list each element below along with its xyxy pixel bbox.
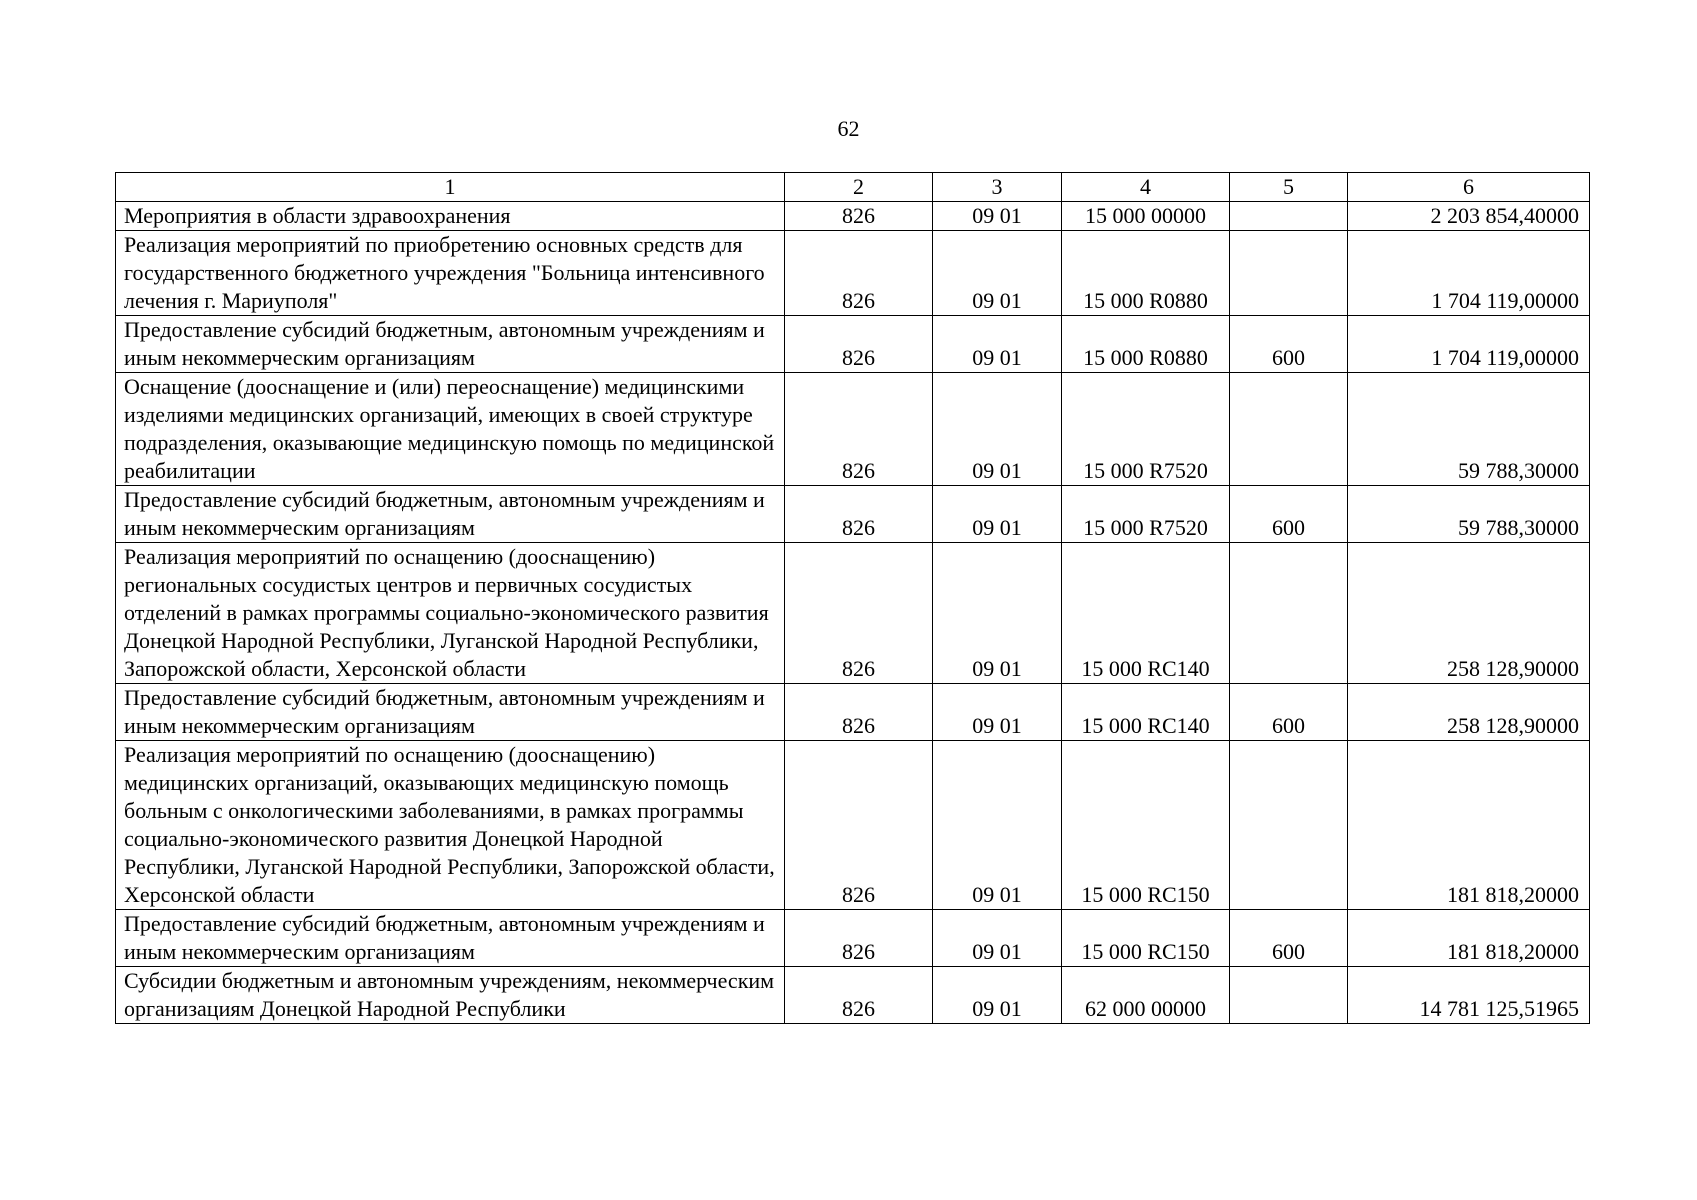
row-col3: 09 01 bbox=[933, 486, 1062, 543]
row-col4: 15 000 R0880 bbox=[1062, 316, 1230, 373]
row-amount: 258 128,90000 bbox=[1348, 684, 1590, 741]
row-amount: 59 788,30000 bbox=[1348, 486, 1590, 543]
row-col5 bbox=[1230, 202, 1348, 231]
row-col2: 826 bbox=[785, 684, 933, 741]
row-col3: 09 01 bbox=[933, 543, 1062, 684]
row-col4: 15 000 00000 bbox=[1062, 202, 1230, 231]
row-amount: 14 781 125,51965 bbox=[1348, 967, 1590, 1024]
budget-table bbox=[115, 172, 1590, 1024]
column-header: 2 bbox=[785, 173, 933, 202]
row-col2: 826 bbox=[785, 202, 933, 231]
row-col5 bbox=[1230, 967, 1348, 1024]
row-amount: 181 818,20000 bbox=[1348, 741, 1590, 910]
row-name: Мероприятия в области здравоохранения bbox=[116, 202, 785, 231]
row-name: Реализация мероприятий по оснащению (дооснащению) региональных сосудистых центров и первичных сосудистых отделений в рамках программы социально-экономического развития Донецкой Народной Республики, Луганской Народной Республики, Запорожской области, Херсонской области bbox=[116, 543, 785, 684]
row-name: Субсидии бюджетным и автономным учреждениям, некоммерческим организациям Донецкой Народной Республики bbox=[116, 967, 785, 1024]
row-name: Оснащение (дооснащение и (или) переоснащение) медицинскими изделиями медицинских организаций, имеющих в своей структуре подразделения, оказывающие медицинскую помощь по медицинской реабилитации bbox=[116, 373, 785, 486]
row-col4: 15 000 RC140 bbox=[1062, 684, 1230, 741]
row-col4: 15 000 R7520 bbox=[1062, 373, 1230, 486]
row-col4: 62 000 00000 bbox=[1062, 967, 1230, 1024]
row-col3: 09 01 bbox=[933, 316, 1062, 373]
column-header: 4 bbox=[1062, 173, 1230, 202]
row-col5 bbox=[1230, 373, 1348, 486]
table-row bbox=[116, 373, 1590, 486]
table-row bbox=[116, 231, 1590, 316]
row-col3: 09 01 bbox=[933, 967, 1062, 1024]
row-amount: 1 704 119,00000 bbox=[1348, 316, 1590, 373]
row-col5 bbox=[1230, 543, 1348, 684]
row-col3: 09 01 bbox=[933, 741, 1062, 910]
row-col5 bbox=[1230, 741, 1348, 910]
row-col3: 09 01 bbox=[933, 684, 1062, 741]
row-col4: 15 000 R7520 bbox=[1062, 486, 1230, 543]
row-col4: 15 000 RC150 bbox=[1062, 910, 1230, 967]
row-col4: 15 000 RC140 bbox=[1062, 543, 1230, 684]
row-col2: 826 bbox=[785, 741, 933, 910]
row-name: Предоставление субсидий бюджетным, автономным учреждениям и иным некоммерческим организациям bbox=[116, 910, 785, 967]
row-name: Предоставление субсидий бюджетным, автономным учреждениям и иным некоммерческим организациям bbox=[116, 486, 785, 543]
table-row bbox=[116, 316, 1590, 373]
row-col3: 09 01 bbox=[933, 373, 1062, 486]
row-col2: 826 bbox=[785, 910, 933, 967]
row-col4: 15 000 R0880 bbox=[1062, 231, 1230, 316]
table-row bbox=[116, 486, 1590, 543]
row-col5 bbox=[1230, 231, 1348, 316]
row-name: Предоставление субсидий бюджетным, автономным учреждениям и иным некоммерческим организациям bbox=[116, 684, 785, 741]
table-header-row bbox=[116, 173, 1590, 202]
table-row bbox=[116, 967, 1590, 1024]
column-header: 3 bbox=[933, 173, 1062, 202]
table-row bbox=[116, 910, 1590, 967]
row-col2: 826 bbox=[785, 967, 933, 1024]
column-header: 6 bbox=[1348, 173, 1590, 202]
row-col3: 09 01 bbox=[933, 202, 1062, 231]
table-row bbox=[116, 741, 1590, 910]
row-amount: 2 203 854,40000 bbox=[1348, 202, 1590, 231]
row-col5: 600 bbox=[1230, 316, 1348, 373]
row-name: Реализация мероприятий по оснащению (дооснащению) медицинских организаций, оказывающих медицинскую помощь больным с онкологическими заболеваниями, в рамках программы социально-экономического развития Донецкой Народной Республики, Луганской Народной Республики, Запорожской области, Херсонской области bbox=[116, 741, 785, 910]
row-col2: 826 bbox=[785, 316, 933, 373]
row-name: Предоставление субсидий бюджетным, автономным учреждениям и иным некоммерческим организациям bbox=[116, 316, 785, 373]
row-amount: 258 128,90000 bbox=[1348, 543, 1590, 684]
row-amount: 181 818,20000 bbox=[1348, 910, 1590, 967]
row-amount: 59 788,30000 bbox=[1348, 373, 1590, 486]
row-col2: 826 bbox=[785, 373, 933, 486]
row-col2: 826 bbox=[785, 231, 933, 316]
row-col4: 15 000 RC150 bbox=[1062, 741, 1230, 910]
row-name: Реализация мероприятий по приобретению основных средств для государственного бюджетного учреждения "Больница интенсивного лечения г. Мариуполя" bbox=[116, 231, 785, 316]
table-row bbox=[116, 202, 1590, 231]
column-header: 1 bbox=[116, 173, 785, 202]
column-header: 5 bbox=[1230, 173, 1348, 202]
row-col3: 09 01 bbox=[933, 231, 1062, 316]
table-row bbox=[116, 543, 1590, 684]
table-row bbox=[116, 684, 1590, 741]
row-col5: 600 bbox=[1230, 684, 1348, 741]
row-col5: 600 bbox=[1230, 486, 1348, 543]
page-number: 62 bbox=[837, 116, 860, 141]
row-amount: 1 704 119,00000 bbox=[1348, 231, 1590, 316]
row-col2: 826 bbox=[785, 543, 933, 684]
row-col5: 600 bbox=[1230, 910, 1348, 967]
row-col2: 826 bbox=[785, 486, 933, 543]
table-body bbox=[116, 202, 1590, 1024]
row-col3: 09 01 bbox=[933, 910, 1062, 967]
